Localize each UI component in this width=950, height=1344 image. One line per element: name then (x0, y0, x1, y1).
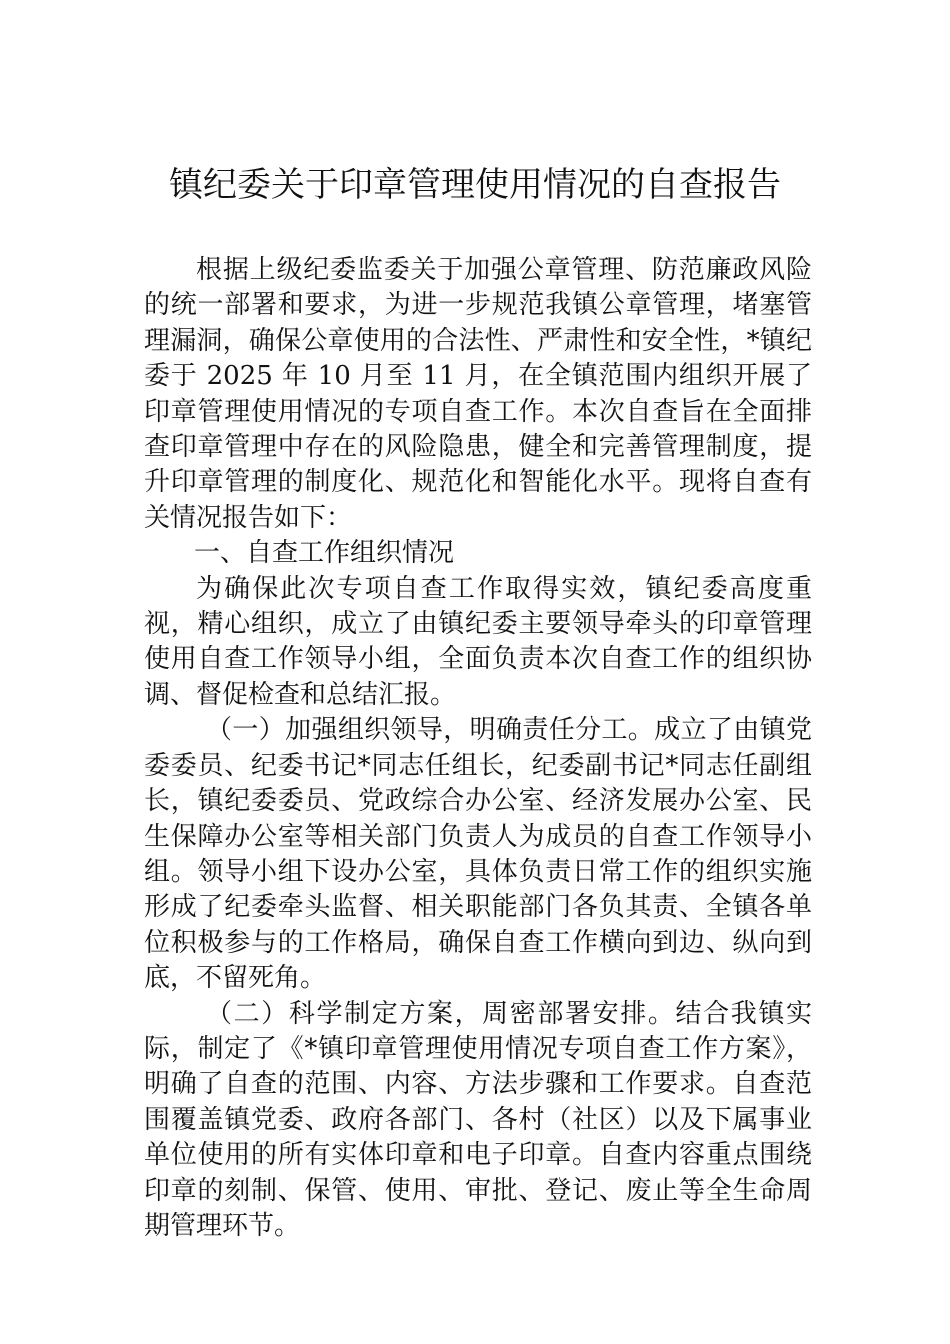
subsection-2-paragraph: （二）科学制定方案，周密部署安排。结合我镇实际，制定了《*镇印章管理使用情况专项自查工作方案》，明确了自查的范围、内容、方法步骤和工作要求。自查范围覆盖镇党委、政府各部门、各村（社区）以及下属事业单位使用的所有实体印章和电子印章。自查内容重点围绕印章的刻制、保管、使用、审批、登记、废止等全生命周期管理环节。 (144, 998, 812, 1241)
document-body (144, 253, 812, 1244)
document-title: 镇纪委关于印章管理使用情况的自查报告 (169, 165, 781, 205)
section-heading-1: 一、自查工作组织情况 (194, 538, 455, 569)
subsection-1-paragraph: （一）加强组织领导，明确责任分工。成立了由镇党委委员、纪委书记*同志任组长，纪委副书记*同志任副组长，镇纪委委员、党政综合办公室、经济发展办公室、民生保障办公室等相关部门负责人为成员的自查工作领导小组。领导小组下设办公室，具体负责日常工作的组织实施形成了纪委牵头监督、相关职能部门各负其责、全镇各单位积极参与的工作格局，确保自查工作横向到边、纵向到底，不留死角。 (144, 715, 812, 994)
intro-paragraph: 根据上级纪委监委关于加强公章管理、防范廉政风险的统一部署和要求，为进一步规范我镇公章管理，堵塞管理漏洞，确保公章使用的合法性、严肃性和安全性，*镇纪委于 2025 年 10 月至 11 月，在全镇范围内组织开展了印章管理使用情况的专项自查工作。本次自查旨在全面排查印章管理中存在的风险隐患，健全和完善管理制度，提升印章管理的制度化、规范化和智能化水平。现将自查有关情况报告如下： (144, 255, 812, 533)
section-1-paragraph: 为确保此次专项自查工作取得实效，镇纪委高度重视，精心组织，成立了由镇纪委主要领导牵头的印章管理使用自查工作领导小组，全面负责本次自查工作的组织协调、督促检查和总结汇报。 (144, 573, 812, 710)
